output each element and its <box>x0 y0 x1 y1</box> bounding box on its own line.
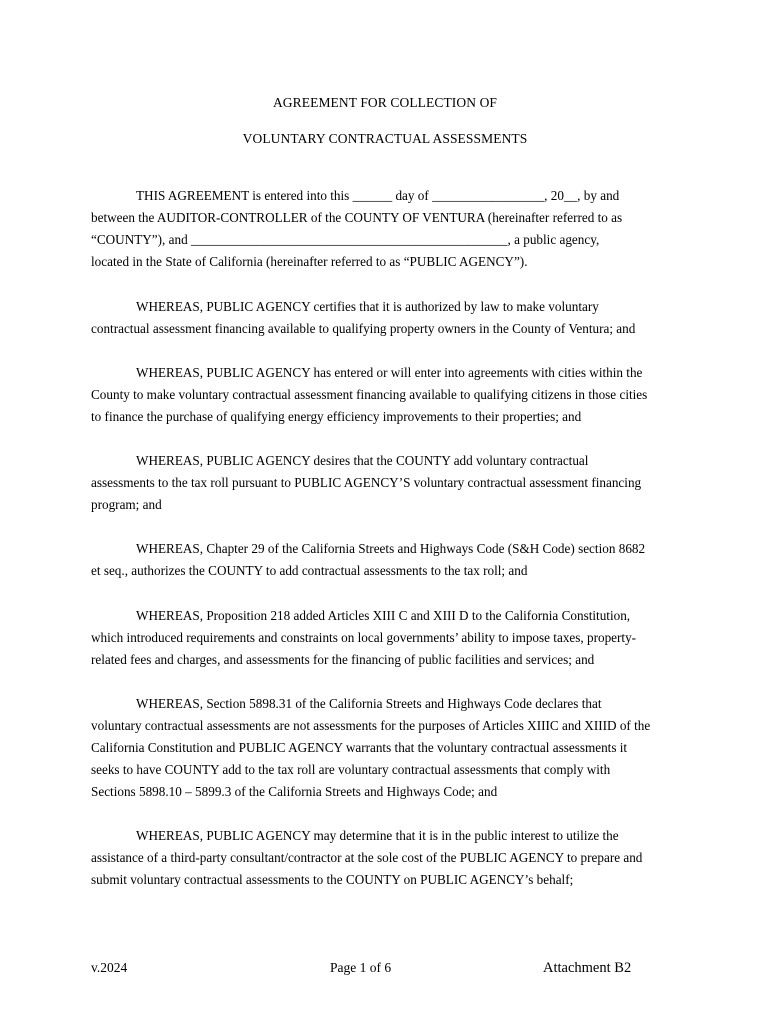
whereas-proposition-218-paragraph <box>91 605 681 671</box>
paragraph-line: seeks to have COUNTY add to the tax roll are voluntary contractual assessments that comply with <box>91 762 611 777</box>
whereas-chapter-29-paragraph <box>91 538 681 582</box>
paragraph-line: contractual assessment financing available to qualifying property owners in the County of Ventura; and <box>91 321 636 336</box>
paragraph-line: “COUNTY”), and ________________________________________________, a public agency, <box>91 232 600 247</box>
whereas-tax-roll-paragraph <box>91 450 681 516</box>
paragraph-line: WHEREAS, PUBLIC AGENCY has entered or will enter into agreements with cities within the <box>136 365 643 380</box>
paragraph-line: which introduced requirements and constraints on local governments’ ability to impose taxes, property- <box>91 630 637 645</box>
paragraph-line: assessments to the tax roll pursuant to PUBLIC AGENCY’S voluntary contractual assessment financing <box>91 475 642 490</box>
footer-version: v.2024 <box>91 960 128 975</box>
whereas-section-5898-paragraph <box>91 693 681 803</box>
title-line-2: VOLUNTARY CONTRACTUAL ASSESSMENTS <box>242 131 528 146</box>
paragraph-line: assistance of a third-party consultant/contractor at the sole cost of the PUBLIC AGENCY to prepare and <box>91 850 643 865</box>
paragraph-line: voluntary contractual assessments are not assessments for the purposes of Articles XIIIC and XIIID of the <box>91 718 651 733</box>
whereas-authorized-paragraph <box>91 296 681 340</box>
paragraph-line: submit voluntary contractual assessments to the COUNTY on PUBLIC AGENCY’s behalf; <box>91 872 574 887</box>
footer-attachment: Attachment B2 <box>543 960 632 976</box>
paragraph-line: WHEREAS, Chapter 29 of the California Streets and Highways Code (S&H Code) section 8682 <box>136 541 646 556</box>
whereas-agreements-paragraph <box>91 362 681 428</box>
paragraph-line: County to make voluntary contractual assessment financing available to qualifying citizens in those cities <box>91 387 648 402</box>
paragraph-line: et seq., authorizes the COUNTY to add contractual assessments to the tax roll; and <box>91 563 528 578</box>
paragraph-line: located in the State of California (hereinafter referred to as “PUBLIC AGENCY”). <box>91 254 528 269</box>
paragraph-line: California Constitution and PUBLIC AGENCY warrants that the voluntary contractual assessments it <box>91 740 628 755</box>
paragraph-line: to finance the purchase of qualifying energy efficiency improvements to their properties; and <box>91 409 582 424</box>
paragraph-line: WHEREAS, PUBLIC AGENCY certifies that it is authorized by law to make voluntary <box>136 299 599 314</box>
paragraph-line: WHEREAS, Section 5898.31 of the California Streets and Highways Code declares that <box>136 696 602 711</box>
paragraph-line: WHEREAS, Proposition 218 added Articles XIII C and XIII D to the California Constitution, <box>136 608 631 623</box>
footer-page-number: Page 1 of 6 <box>330 960 392 975</box>
agreement-intro-paragraph <box>91 185 681 273</box>
whereas-consultant-paragraph <box>91 825 681 891</box>
paragraph-line: WHEREAS, PUBLIC AGENCY may determine that it is in the public interest to utilize the <box>136 828 619 843</box>
paragraph-line: THIS AGREEMENT is entered into this ______ day of _________________, 20__, by and <box>136 188 620 203</box>
title-line-1: AGREEMENT FOR COLLECTION OF <box>272 95 498 110</box>
paragraph-line: between the AUDITOR-CONTROLLER of the COUNTY OF VENTURA (hereinafter referred to as <box>91 210 623 225</box>
paragraph-line: program; and <box>91 497 162 512</box>
paragraph-line: WHEREAS, PUBLIC AGENCY desires that the COUNTY add voluntary contractual <box>136 453 589 468</box>
paragraph-line: related fees and charges, and assessments for the financing of public facilities and services; and <box>91 652 595 667</box>
paragraph-line: Sections 5898.10 – 5899.3 of the California Streets and Highways Code; and <box>91 784 498 799</box>
